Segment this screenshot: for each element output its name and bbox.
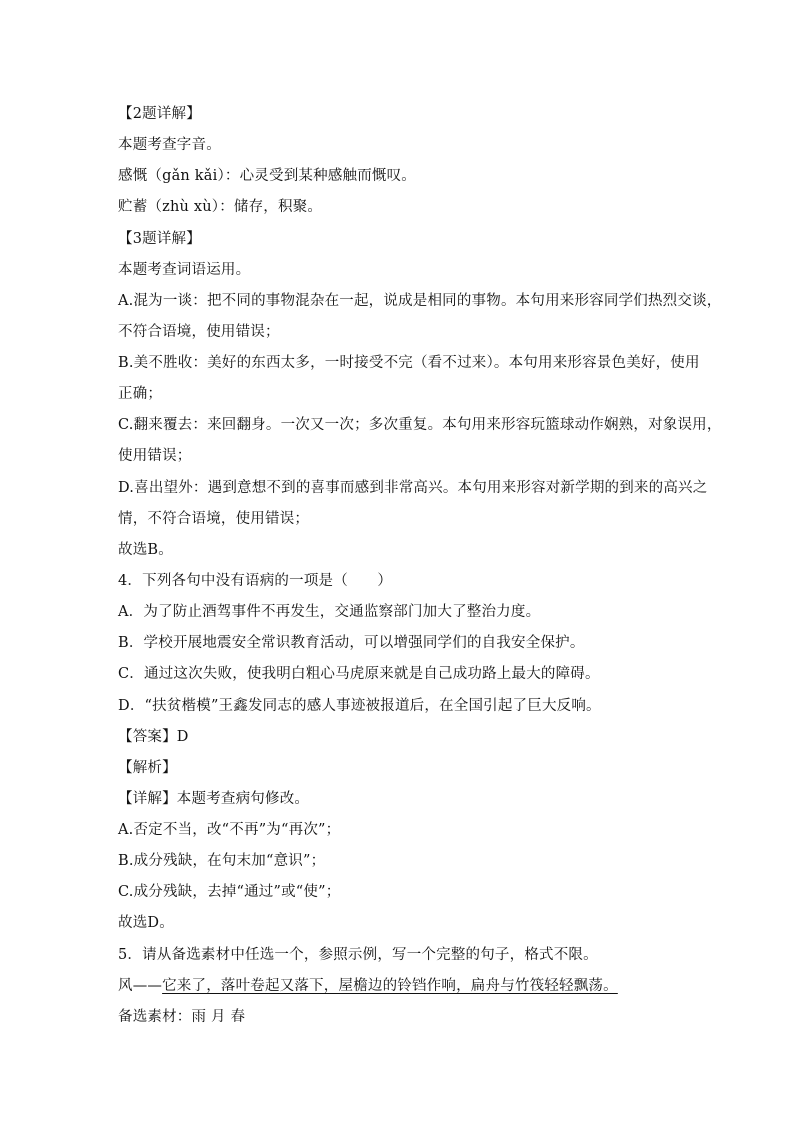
section-heading-q2: 【2题详解】: [118, 106, 201, 122]
text-line: 本题考查词语运用。: [118, 262, 251, 278]
text-line: 贮蓄（zhù xù）：储存，积聚。: [118, 199, 323, 215]
text-line: 不符合语境，使用错误；: [118, 324, 280, 340]
example-sentence: [118, 976, 688, 996]
text-line: D.喜出望外：遇到意想不到的喜事而感到非常高兴。本句用来形容对新学期的到来的高兴之: [118, 480, 708, 496]
text-line: C.翻来覆去：来回翻身。一次又一次；多次重复。本句用来形容玩篮球动作娴熟，对象误用，: [118, 417, 722, 433]
text-line: 故选D。: [118, 915, 174, 931]
option-a: A．为了防止酒驾事件不再发生，交通监察部门加大了整治力度。: [118, 604, 541, 620]
option-d: D．“扶贫楷模”王鑫发同志的感人事迹被报道后，在全国引起了巨大反响。: [118, 698, 601, 714]
text-line: B.成分残缺，在句末加“意识”；: [118, 853, 326, 869]
question-5-stem: 5．请从备选素材中任选一个，参照示例，写一个完整的句子，格式不限。: [118, 947, 598, 963]
text-line: 感慨（gǎn kǎi）：心灵受到某种感触而慨叹。: [118, 168, 416, 184]
analysis-heading: 【解析】: [118, 760, 177, 776]
text-line: 【详解】本题考查病句修改。: [118, 791, 310, 807]
text-line: B.美不胜收：美好的东西太多，一时接受不完（看不过来）。本句用来形容景色美好，使用: [118, 355, 700, 371]
text-line: 本题考查字音。: [118, 137, 221, 153]
answer-line: 【答案】D: [118, 729, 189, 745]
text-line: 正确；: [118, 386, 163, 402]
example-prefix: 风——: [118, 978, 163, 994]
text-line: C.成分残缺，去掉“通过”或“使”；: [118, 884, 341, 900]
text-line: 情，不符合语境，使用错误；: [118, 511, 310, 527]
text-line: A.混为一谈：把不同的事物混杂在一起，说成是相同的事物。本句用来形容同学们热烈交谈，: [118, 293, 722, 309]
question-4-stem: 4．下列各句中没有语病的一项是（ ）: [118, 573, 393, 589]
option-b: B．学校开展地震安全常识教育活动，可以增强同学们的自我安全保护。: [118, 635, 585, 651]
section-heading-q3: 【3题详解】: [118, 231, 201, 247]
text-line: 故选B。: [118, 542, 173, 558]
text-line: 使用错误；: [118, 448, 192, 464]
materials-line: 备选素材：雨 月 春: [118, 1009, 246, 1025]
example-underlined-text: 它来了，落叶卷起又落下，屋檐边的铃铛作响，扁舟与竹筏轻轻飘荡。: [162, 978, 618, 994]
text-line: A.否定不当，改“不再”为“再次”；: [118, 822, 341, 838]
option-c: C．通过这次失败，使我明白粗心马虎原来就是自己成功路上最大的障碍。: [118, 666, 600, 682]
